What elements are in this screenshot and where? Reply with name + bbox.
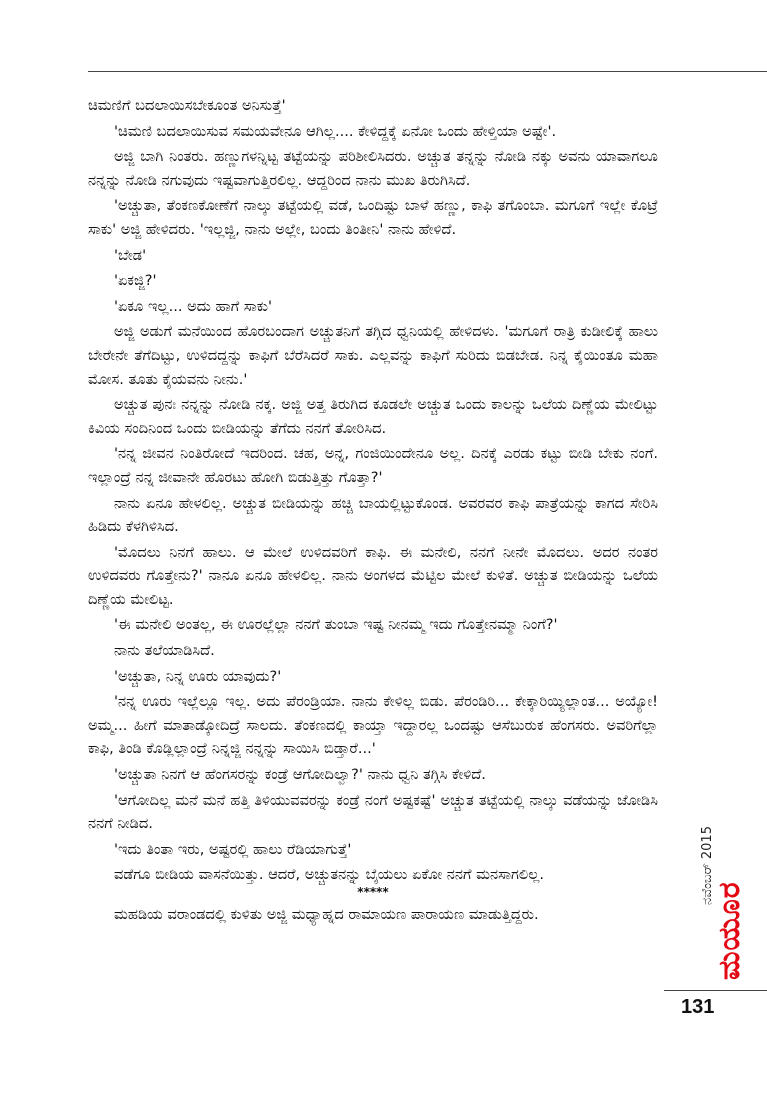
paragraph: ನಾನು ಏನೂ ಹೇಳಲಿಲ್ಲ. ಅಚ್ಚುತ ಬೀಡಿಯನ್ನು ಹಚ್ಚಿ ಬಾಯಲ್ಲಿಟ್ಟುಕೊಂಡ. ಅವರವರ ಕಾಫಿ ಪಾತ್ರೆಯನ್ನು ಕಾಗದ ಸೇರಿಸಿ ಹಿಡಿದು ಕೆಳಗಿಳಿಸಿದ.	[88, 494, 658, 536]
article-body	[88, 94, 658, 929]
paragraph: 'ಚಿಮಣಿ ಬದಲಾಯಿಸುವ ಸಮಯವೇನೂ ಆಗಿಲ್ಲ.... ಕೇಳಿದ್ದಕ್ಕೆ ಏನೋ ಒಂದು ಹೇಳ್ತಿಯಾ ಅಷ್ಟೇ'.	[114, 122, 557, 140]
paragraph: 'ಮೊದಲು ನಿನಗೆ ಹಾಲು. ಆ ಮೇಲೆ ಉಳಿದವರಿಗೆ ಕಾಫಿ. ಈ ಮನೇಲಿ, ನನಗೆ ನೀನೇ ಮೊದಲು. ಅದರ ನಂತರ ಉಳಿದವರು ಗೊತ್ತೇನು?' ನಾನೂ ಏನೂ ಹೇಳಲಿಲ್ಲ. ನಾನು ಅಂಗಳದ ಮೆಟ್ಟಿಲ ಮೇಲೆ ಕುಳಿತೆ. ಅಚ್ಚುತ ಬೀಡಿಯನ್ನು ಒಲೆಯ ದಿಣ್ಣೆಯ ಮೇಲಿಟ್ಟ.	[88, 543, 658, 608]
paragraph: ಅಜ್ಜಿ ಬಾಗಿ ನಿಂತರು. ಹಣ್ಣುಗಳನ್ನಿಟ್ಟ ತಟ್ಟೆಯನ್ನು ಪರಿಶೀಲಿಸಿದರು. ಅಚ್ಚುತ ತನ್ನನ್ನು ನೋಡಿ ನಕ್ಕು ಅವನು ಯಾವಾಗಲೂ ನನ್ನನ್ನು ನೋಡಿ ನಗುವುದು ಇಷ್ಟವಾಗುತ್ತಿರಲಿಲ್ಲ. ಆದ್ದರಿಂದ ನಾನು ಮುಖ ತಿರುಗಿಸಿದೆ.	[88, 148, 658, 189]
paragraph: 'ಏಕಜ್ಜಿ?'	[114, 272, 157, 290]
issue-date: ನವೆಂಬರ್ 2015	[700, 826, 715, 905]
top-rule	[88, 71, 767, 72]
paragraph: ವಡೆಗೂ ಬೀಡಿಯ ವಾಸನೆಯಿತ್ತು. ಆದರೆ, ಅಚ್ಚುತನನ್ನು ಬೈಯಲು ಏಕೋ ನನಗೆ ಮನಸಾಗಲಿಲ್ಲ.	[114, 866, 545, 884]
paragraph: ಮಹಡಿಯ ವರಾಂಡದಲ್ಲಿ ಕುಳಿತು ಅಜ್ಜಿ ಮಧ್ಯಾಹ್ನದ ರಾಮಾಯಣ ಪಾರಾಯಣ ಮಾಡುತ್ತಿದ್ದರು.	[114, 906, 539, 923]
page-number: 131	[681, 996, 715, 1018]
paragraph: 'ಇದು ತಿಂತಾ ಇರು, ಅಷ್ಟರಲ್ಲಿ ಹಾಲು ರೆಡಿಯಾಗುತ್ತೆ'	[114, 840, 352, 858]
paragraph: ಅಚ್ಚುತ ಪುನಃ ನನ್ನನ್ನು ನೋಡಿ ನಕ್ಕ. ಅಜ್ಜಿ ಅತ್ತ ತಿರುಗಿದ ಕೂಡಲೇ ಅಚ್ಚುತ ಒಂದು ಕಾಲನ್ನು ಒಲೆಯ ದಿಣ್ಣೆಯ ಮೇಲಿಟ್ಟು ಕಿವಿಯ ಸಂದಿನಿಂದ ಒಂದು ಬೀಡಿಯನ್ನು ತೆಗೆದು ನನಗೆ ತೋರಿಸಿದ.	[88, 396, 658, 437]
paragraph: 'ಅಚ್ಚುತಾ, ತೆಂಕಣಕೋಣೆಗೆ ನಾಲ್ಕು ತಟ್ಟೆಯಲ್ಲಿ ವಡೆ, ಒಂದಿಷ್ಟು ಬಾಳೆ ಹಣ್ಣು, ಕಾಫಿ ತಗೊಂಬಾ. ಮಗೂಗೆ ಇಲ್ಲೇ ಕೊಟ್ರೆ ಸಾಕು' ಅಜ್ಜಿ ಹೇಳಿದರು. 'ಇಲ್ಲಜ್ಜಿ, ನಾನು ಅಲ್ಲೇ, ಬಂದು ತಿಂತೀನಿ' ನಾನು ಹೇಳಿದೆ.	[88, 197, 658, 238]
footer-rule	[664, 990, 767, 991]
paragraph: 'ಅಚ್ಚುತಾ, ನಿನ್ನ ಊರು ಯಾವುದು?'	[114, 667, 282, 685]
paragraph: 'ನನ್ನ ಊರು ಇಲ್ಲೆಲ್ಲೂ ಇಲ್ಲ. ಅದು ಪೆರಂಡ್ರಿಯಾ. ನಾನು ಕೇಳಿಲ್ಲ ಬಿಡು. ಪೆರಂಡಿರಿ... ಕೇಕ್ಕಾರಿಯ್ಯಿಲ್ಲಾಂತ... ಅಯ್ಯೋ! ಅಮ್ಮ... ಹೀಗೆ ಮಾತಾಡ್ಕೋದಿದ್ರೆ ಸಾಲದು. ತೆಂಕಣದಲ್ಲಿ ಕಾಯ್ತಾ ಇದ್ದಾರಲ್ಲ ಒಂದಷ್ಟು ಆಸೆಬುರುಕ ಹೆಂಗಸರು. ಅವರಿಗೆಲ್ಲಾ ಕಾಫಿ, ತಿಂಡಿ ಕೊಡ್ಲಿಲ್ಲಾಂದ್ರೆ ನಿನ್ನಜ್ಜಿ ನನ್ನನ್ನು ಸಾಯಿಸಿ ಬಿಡ್ತಾರೆ...'	[88, 693, 658, 758]
paragraph: ಚಿಮಣಿಗೆ ಬದಲಾಯಿಸಬೇಕೂಂತ ಅನಿಸುತ್ತೆ'	[88, 97, 286, 114]
paragraph: ನಾನು ತಲೆಯಾಡಿಸಿದೆ.	[114, 642, 215, 660]
paragraph: 'ಏಕೂ ಇಲ್ಲ... ಅದು ಹಾಗೆ ಸಾಕು'	[114, 297, 273, 315]
paragraph: 'ನನ್ನ ಜೀವನ ನಿಂತಿರೋದೆ ಇದರಿಂದ. ಚಹ, ಅನ್ನ, ಗಂಜಿಯಿಂದೇನೂ ಅಲ್ಲ. ದಿನಕ್ಕೆ ಎರಡು ಕಟ್ಟು ಬೀಡಿ ಬೇಕು ನಂಗೆ. ಇಲ್ಲಾಂದ್ರೆ ನನ್ನ ಜೀವಾನೇ ಹೊರಟು ಹೋಗಿ ಬಿಡುತ್ತಿತ್ತು ಗೊತ್ತಾ?'	[88, 445, 658, 486]
section-separator: *****	[357, 885, 389, 899]
paragraph: 'ಆಗೋದಿಲ್ಲ ಮನೆ ಮನೆ ಹತ್ತಿ ತಿಳಿಯುವವರನ್ನು ಕಂಡ್ರೆ ನಂಗೆ ಅಷ್ಟಕಷ್ಟೆ' ಅಚ್ಚುತ ತಟ್ಟೆಯಲ್ಲಿ ನಾಲ್ಕು ವಡೆಯನ್ನು ಜೋಡಿಸಿ ನನಗೆ ನೀಡಿದ.	[88, 791, 658, 833]
paragraph: 'ಬೇಡ'	[114, 246, 147, 264]
paragraph: 'ಅಚ್ಚುತಾ ನಿನಗೆ ಆ ಹೆಂಗಸರನ್ನು ಕಂಡ್ರೆ ಆಗೋದಿಲ್ವಾ?' ನಾನು ಧ್ವನಿ ತಗ್ಗಿಸಿ ಕೇಳಿದೆ.	[114, 766, 486, 784]
magazine-logo: ಮಯೂರ	[712, 881, 747, 980]
paragraph: ಅಜ್ಜಿ ಅಡುಗೆ ಮನೆಯಿಂದ ಹೊರಬಂದಾಗ ಅಚ್ಚುತನಿಗೆ ತಗ್ಗಿದ ಧ್ವನಿಯಲ್ಲಿ ಹೇಳಿದಳು. 'ಮಗೂಗೆ ರಾತ್ರಿ ಕುಡೀಲಿಕ್ಕೆ ಹಾಲು ಬೇರೇನೇ ತೆಗೆದಿಟ್ಟು, ಉಳಿದದ್ದನ್ನು ಕಾಫಿಗೆ ಬೆರೆಸಿದರೆ ಸಾಕು. ಎಲ್ಲವನ್ನು ಕಾಫಿಗೆ ಸುರಿದು ಬಿಡಬೇಡ. ನಿನ್ನ ಕೈಯಿಂತೂ ಮಹಾ ಮೋಸ. ತೂತು ಕೈಯವನು ನೀನು.'	[88, 323, 658, 388]
paragraph: 'ಈ ಮನೇಲಿ ಅಂತಲ್ಲ, ಈ ಊರಲ್ಲೆಲ್ಲಾ ನನಗೆ ತುಂಬಾ ಇಷ್ಟ ನೀನಮ್ಮ ಇದು ಗೊತ್ತೇನಮ್ಮಾ ನಿಂಗೆ?'	[114, 616, 558, 634]
